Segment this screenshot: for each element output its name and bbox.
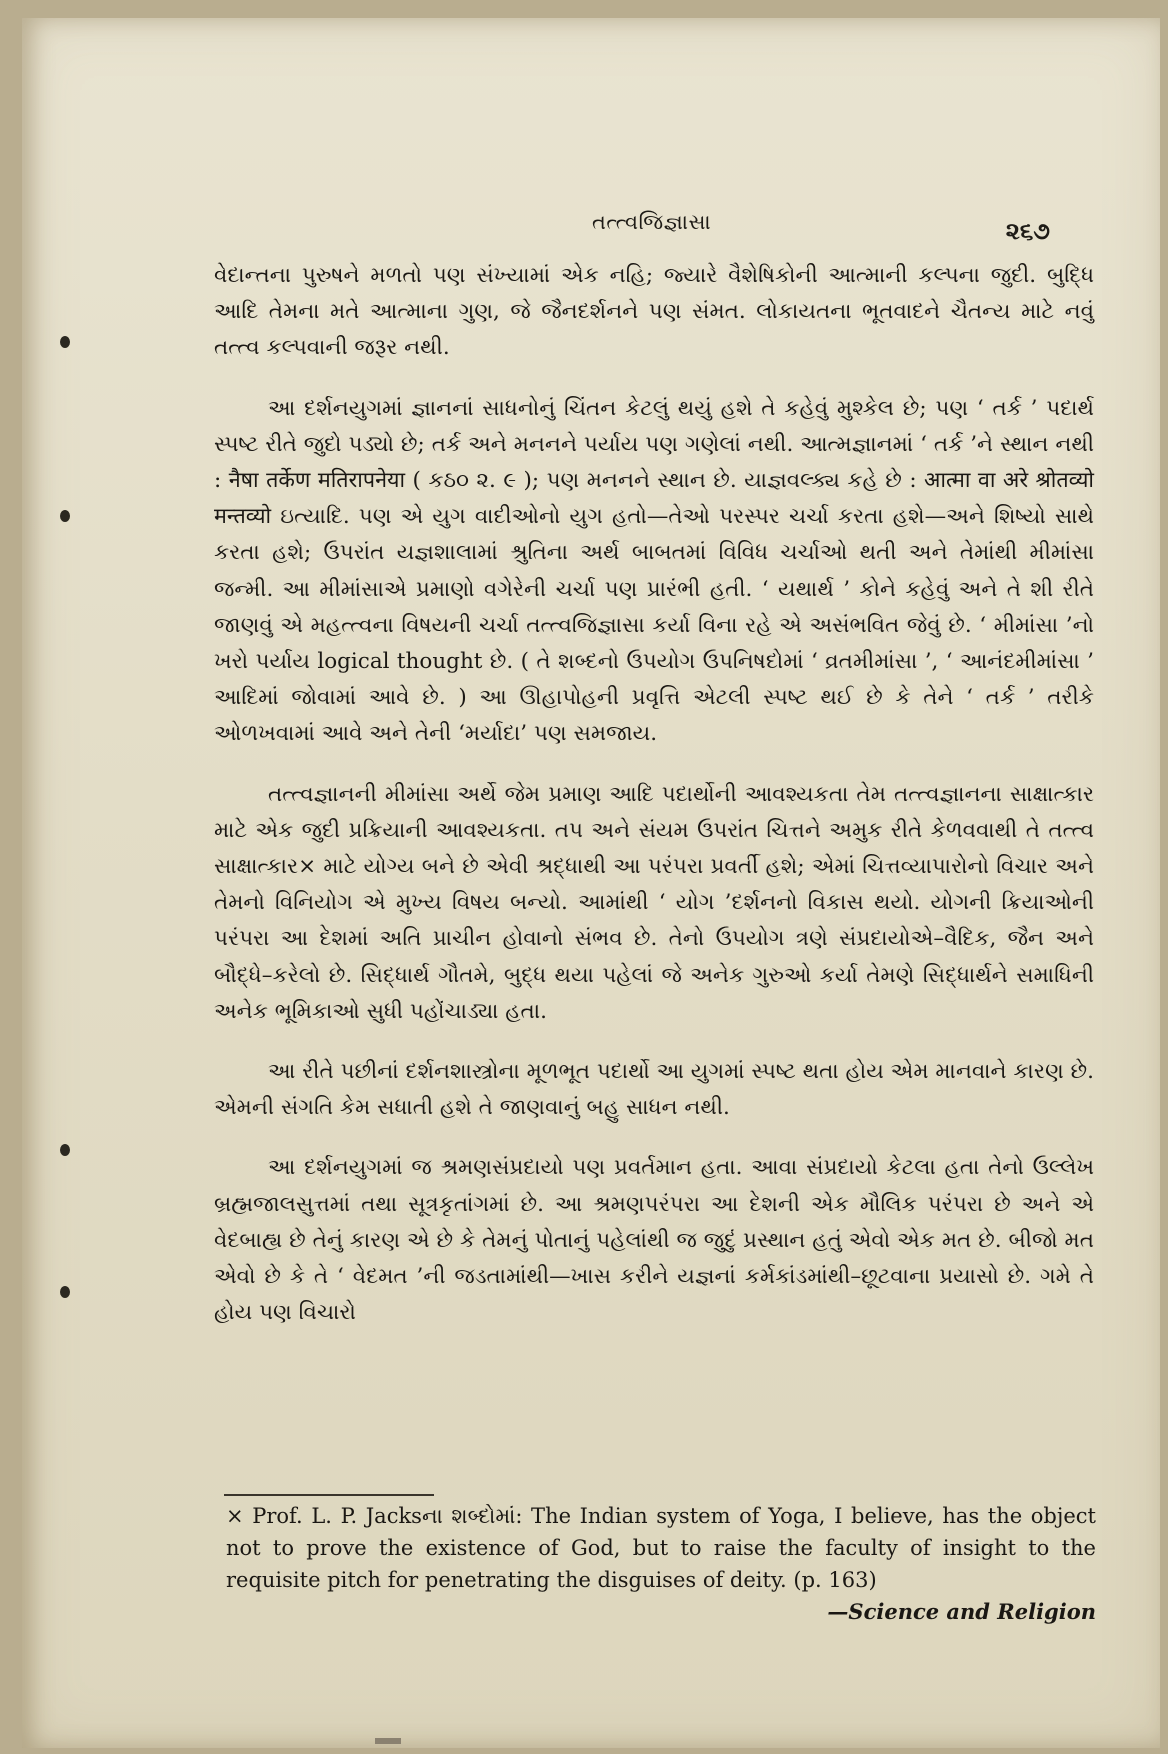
body-text xyxy=(214,258,1094,1355)
page-number: ૨૬૭ xyxy=(1005,216,1050,245)
paragraph: આ દર્શનયુગમાં જ્ઞાનનાં સાધનોનું ચિંતન કેટલું થયું હશે તે કહેવું મુશ્કેલ છે; પણ ‘ તર્ક ’ પદાર્થ સ્પષ્ટ રીતે જુદો પડ્યો છે; તર્ક અને મનનને પર્યાય પણ ગણેલાં નથી. આત્મજ્ઞાનમાં ‘ તર્ક ’ને સ્થાન નથી : नैषा तर्केण मतिरापनेया ( કઠ૦ ૨. ૯ ); પણ મનનને સ્થાન છે. યાજ્ઞવલ્ક્ય કહે છે : आत्मा वा अरे श्रोतव्यो मन्तव्यो ઇત્યાદિ. પણ એ યુગ વાદીઓનો યુગ હતો—તેઓ પરસ્પર ચર્ચા કરતા હશે—અને શિષ્યો સાથે કરતા હશે; ઉપરાંત યજ્ઞશાલામાં શ્રુતિના અર્થ બાબતમાં વિવિધ ચર્ચાઓ થતી અને તેમાંથી મીમાંસા જન્મી. આ મીમાંસાએ પ્રમાણો વગેરેની ચર્ચા પણ પ્રારંભી હતી. ‘ યથાર્થ ’ કોને કહેવું અને તે શી રીતે જાણવું એ મહત્ત્વના વિષયની ચર્ચા તત્ત્વજિજ્ઞાસા કર્યા વિના રહે એ અસંભવિત જેવું છે. ‘ મીમાંસા ’નો ખરો પર્યાય logical thought છે. ( તે શબ્દનો ઉપયોગ ઉપનિષદોમાં ‘ વ્રતમીમાંસા ’, ‘ આનંદમીમાંસા ’ આદિમાં જોવામાં આવે છે. ) આ ઊહાપોહની પ્રવૃત્તિ એટલી સ્પષ્ટ થઈ છે કે તેને ‘ તર્ક ’ તરીકે ઓળખવામાં આવે અને તેની ‘મર્યાદા’ પણ સમજાય. xyxy=(214,395,1094,747)
paragraph: તત્ત્વજ્ઞાનની મીમાંસા અર્થે જેમ પ્રમાણ આદિ પદાર્થોની આવશ્યકતા તેમ તત્ત્વજ્ઞાનના સાક્ષાત્કાર માટે એક જુદી પ્રક્રિયાની આવશ્યકતા. તપ અને સંયમ ઉપરાંત ચિત્તને અમુક રીતે કેળવવાથી તે તત્ત્વ સાક્ષાત્કાર× માટે યોગ્ય બને છે એવી શ્રદ્ધાથી આ પરંપરા પ્રવર્તી હશે; એમાં ચિત્તવ્યાપારોનો વિચાર અને તેમનો વિનિયોગ એ મુખ્ય વિષય બન્યો. આમાંથી ‘ યોગ ’દર્શનનો વિકાસ થયો. યોગની ક્રિયાઓની પરંપરા આ દેશમાં અતિ પ્રાચીન હોવાનો સંભવ છે. તેનો ઉપયોગ ત્રણે સંપ્રદાયોએ–વૈદિક, જૈન અને બૌદ્ધે–કરેલો છે. સિદ્ધાર્થ ગૌતમે, બુદ્ધ થયા પહેલાં જે અનેક ગુરુઓ કર્યા તેમણે સિદ્ધાર્થને સમાધિની અનેક ભૂમિકાઓ સુધી પહોંચાડ્યા હતા. xyxy=(214,781,1094,1024)
binding-hole xyxy=(60,1286,70,1298)
footnote-text: × Prof. L. P. Jacksના શબ્દોમાં: The Indian system of Yoga, I believe, has the object not to prove the existence of God, but to raise the faculty of insight to the requisite pitch for penetrating the disguises of deity. (p. 163) xyxy=(226,1504,1096,1592)
running-header: તત્ત્વજિજ્ઞાસા xyxy=(592,210,712,234)
paragraph: આ દર્શનયુગમાં જ શ્રમણસંપ્રદાયો પણ પ્રવર્તમાન હતા. આવા સંપ્રદાયો કેટલા હતા તેનો ઉલ્લેખ બ્રહ્મજાલસુત્તમાં તથા સૂત્રકૃતાંગમાં છે. આ શ્રમણપરંપરા આ દેશની એક મૌલિક પરંપરા છે અને એ વેદબાહ્ય છે તેનું કારણ એ છે કે તેમનું પોતાનું પહેલાંથી જ જુદું પ્રસ્થાન હતું એવો એક મત છે. બીજો મત એવો છે કે તે ‘ વેદમત ’ની જડતામાંથી—ખાસ કરીને યજ્ઞનાં કર્મકાંડમાંથી–છૂટવાના પ્રયાસો છે. ગમે તે હોય પણ વિચારો xyxy=(214,1155,1094,1326)
footnote xyxy=(226,1500,1096,1628)
footnote-source: —Science and Religion xyxy=(827,1599,1096,1624)
paragraph: આ રીતે પછીનાં દર્શનશાસ્ત્રોના મૂળભૂત પદાર્થો આ યુગમાં સ્પષ્ટ થતા હોય એમ માનવાને કારણ છે. એમની સંગતિ કેમ સધાતી હશે તે જાણવાનું બહુ સાધન નથી. xyxy=(214,1059,1094,1121)
footnote-divider xyxy=(224,1494,434,1496)
page-tear xyxy=(375,1738,401,1744)
paragraph: વેદાન્તના પુરુષને મળતો પણ સંખ્યામાં એક નહિ; જ્યારે વૈશેષિકોની આત્માની કલ્પના જુદી. બુદ્ધિ આદિ તેમના મતે આત્માના ગુણ, જે જૈનદર્શનને પણ સંમત. લોકાયતના ભૂતવાદને ચૈતન્ય માટે નવું તત્ત્વ કલ્પવાની જરૂર નથી. xyxy=(214,263,1094,361)
binding-hole xyxy=(60,1144,70,1156)
binding-hole xyxy=(60,510,70,522)
binding-hole xyxy=(60,336,70,348)
scanned-page xyxy=(22,18,1160,1748)
